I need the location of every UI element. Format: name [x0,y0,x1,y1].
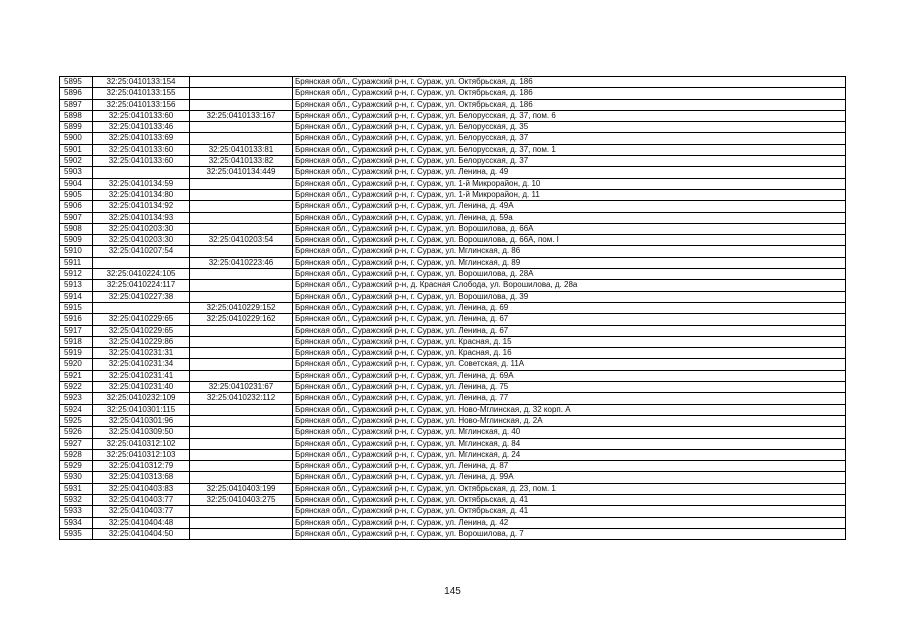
row-number-cell: 5923 [60,393,93,404]
table-row [60,528,846,539]
row-number-cell: 5906 [60,201,93,212]
address-cell: Брянская обл., Суражский р-н, г. Сураж, ул. Ленина, д. 69 [293,302,846,313]
row-number-cell: 5907 [60,212,93,223]
cadastral-number-cell: 32:25:0410312:102 [93,438,190,449]
related-cadastral-number-cell: 32:25:0410133:82 [190,156,293,167]
table-row [60,370,846,381]
row-number-cell: 5915 [60,302,93,313]
address-cell: Брянская обл., Суражский р-н, г. Сураж, ул. Ворошилова, д. 66А, пом. I [293,235,846,246]
row-number-cell: 5917 [60,325,93,336]
address-cell: Брянская обл., Суражский р-н, г. Сураж, ул. Белорусская, д. 37 [293,156,846,167]
related-cadastral-number-cell [190,201,293,212]
table-row [60,201,846,212]
row-number-cell: 5924 [60,404,93,415]
cadastral-number-cell: 32:25:0410133:60 [93,110,190,121]
address-cell: Брянская обл., Суражский р-н, г. Сураж, ул. Октябрьская, д. 41 [293,494,846,505]
row-number-cell: 5928 [60,449,93,460]
table-row [60,302,846,313]
table-row [60,483,846,494]
cadastral-number-cell [93,257,190,268]
related-cadastral-number-cell [190,517,293,528]
related-cadastral-number-cell: 32:25:0410133:167 [190,110,293,121]
table-row [60,325,846,336]
cadastral-number-cell: 32:25:0410134:80 [93,189,190,200]
address-cell: Брянская обл., Суражский р-н, г. Сураж, ул. Красная, д. 15 [293,336,846,347]
row-number-cell: 5925 [60,415,93,426]
related-cadastral-number-cell [190,461,293,472]
related-cadastral-number-cell [190,291,293,302]
address-cell: Брянская обл., Суражский р-н, г. Сураж, ул. Красная, д. 16 [293,348,846,359]
related-cadastral-number-cell [190,359,293,370]
row-number-cell: 5895 [60,77,93,88]
table-row [60,235,846,246]
row-number-cell: 5930 [60,472,93,483]
related-cadastral-number-cell: 32:25:0410231:67 [190,382,293,393]
table-row [60,212,846,223]
address-cell: Брянская обл., Суражский р-н, г. Сураж, ул. Мглинская, д. 86 [293,246,846,257]
cadastral-number-cell: 32:25:0410224:117 [93,280,190,291]
related-cadastral-number-cell [190,280,293,291]
cadastral-number-cell: 32:25:0410134:59 [93,178,190,189]
cadastral-number-cell: 32:25:0410403:77 [93,494,190,505]
row-number-cell: 5904 [60,178,93,189]
address-cell: Брянская обл., Суражский р-н, г. Сураж, ул. 1-й Микрорайон, д. 11 [293,189,846,200]
cadastral-number-cell: 32:25:0410207:54 [93,246,190,257]
cadastral-number-cell [93,167,190,178]
row-number-cell: 5913 [60,280,93,291]
address-cell: Брянская обл., Суражский р-н, г. Сураж, ул. Советская, д. 11А [293,359,846,370]
address-cell: Брянская обл., Суражский р-н, г. Сураж, ул. Ленина, д. 49А [293,201,846,212]
cadastral-number-cell: 32:25:0410309:50 [93,427,190,438]
related-cadastral-number-cell [190,178,293,189]
cadastral-number-cell: 32:25:0410133:60 [93,144,190,155]
table-row [60,348,846,359]
related-cadastral-number-cell [190,370,293,381]
row-number-cell: 5929 [60,461,93,472]
row-number-cell: 5909 [60,235,93,246]
cadastral-number-cell: 32:25:0410133:155 [93,88,190,99]
related-cadastral-number-cell [190,122,293,133]
cadastral-table [59,76,846,540]
address-cell: Брянская обл., Суражский р-н, г. Сураж, ул. Ленина, д. 77 [293,393,846,404]
address-cell: Брянская обл., Суражский р-н, г. Сураж, ул. 1-й Микрорайон, д. 10 [293,178,846,189]
cadastral-number-cell: 32:25:0410403:77 [93,506,190,517]
table-row [60,144,846,155]
cadastral-number-cell: 32:25:0410229:65 [93,325,190,336]
related-cadastral-number-cell: 32:25:0410403:275 [190,494,293,505]
row-number-cell: 5918 [60,336,93,347]
related-cadastral-number-cell [190,223,293,234]
cadastral-number-cell: 32:25:0410312:79 [93,461,190,472]
table-row [60,110,846,121]
row-number-cell: 5916 [60,314,93,325]
row-number-cell: 5932 [60,494,93,505]
row-number-cell: 5898 [60,110,93,121]
row-number-cell: 5903 [60,167,93,178]
cadastral-number-cell: 32:25:0410133:69 [93,133,190,144]
page-number: 145 [444,586,461,597]
address-cell: Брянская обл., Суражский р-н, г. Сураж, ул. Октябрьская, д. 186 [293,99,846,110]
cadastral-number-cell: 32:25:0410133:154 [93,77,190,88]
related-cadastral-number-cell: 32:25:0410232:112 [190,393,293,404]
table-row [60,314,846,325]
table-row [60,472,846,483]
row-number-cell: 5920 [60,359,93,370]
row-number-cell: 5919 [60,348,93,359]
address-cell: Брянская обл., Суражский р-н, г. Сураж, ул. Белорусская, д. 37, пом. 6 [293,110,846,121]
related-cadastral-number-cell: 32:25:0410229:162 [190,314,293,325]
table-row [60,156,846,167]
row-number-cell: 5899 [60,122,93,133]
related-cadastral-number-cell [190,325,293,336]
cadastral-number-cell: 32:25:0410313:68 [93,472,190,483]
row-number-cell: 5922 [60,382,93,393]
related-cadastral-number-cell: 32:25:0410229:152 [190,302,293,313]
related-cadastral-number-cell [190,269,293,280]
row-number-cell: 5912 [60,269,93,280]
table-row [60,280,846,291]
cadastral-number-cell: 32:25:0410227:38 [93,291,190,302]
related-cadastral-number-cell [190,506,293,517]
address-cell: Брянская обл., Суражский р-н, г. Сураж, ул. Ленина, д. 67 [293,325,846,336]
address-cell: Брянская обл., Суражский р-н, г. Сураж, ул. Ворошилова, д. 39 [293,291,846,302]
address-cell: Брянская обл., Суражский р-н, г. Сураж, ул. Октябрьская, д. 186 [293,88,846,99]
related-cadastral-number-cell [190,77,293,88]
row-number-cell: 5931 [60,483,93,494]
address-cell: Брянская обл., Суражский р-н, д. Красная Слобода, ул. Ворошилова, д. 28а [293,280,846,291]
row-number-cell: 5897 [60,99,93,110]
row-number-cell: 5927 [60,438,93,449]
cadastral-number-cell: 32:25:0410231:34 [93,359,190,370]
address-cell: Брянская обл., Суражский р-н, г. Сураж, ул. Ленина, д. 99А [293,472,846,483]
related-cadastral-number-cell [190,415,293,426]
table-row [60,382,846,393]
table-row [60,438,846,449]
address-cell: Брянская обл., Суражский р-н, г. Сураж, ул. Ленина, д. 69А [293,370,846,381]
address-cell: Брянская обл., Суражский р-н, г. Сураж, ул. Ленина, д. 59а [293,212,846,223]
row-number-cell: 5908 [60,223,93,234]
row-number-cell: 5933 [60,506,93,517]
table-row [60,494,846,505]
address-cell: Брянская обл., Суражский р-н, г. Сураж, ул. Мглинская, д. 89 [293,257,846,268]
table-row [60,178,846,189]
row-number-cell: 5902 [60,156,93,167]
table-row [60,99,846,110]
row-number-cell: 5935 [60,528,93,539]
address-cell: Брянская обл., Суражский р-н, г. Сураж, ул. Мглинская, д. 40 [293,427,846,438]
related-cadastral-number-cell: 32:25:0410133:81 [190,144,293,155]
row-number-cell: 5900 [60,133,93,144]
address-cell: Брянская обл., Суражский р-н, г. Сураж, ул. Ворошилова, д. 66А [293,223,846,234]
related-cadastral-number-cell [190,212,293,223]
related-cadastral-number-cell [190,472,293,483]
address-cell: Брянская обл., Суражский р-н, г. Сураж, ул. Октябрьская, д. 23, пом. 1 [293,483,846,494]
table-row [60,415,846,426]
address-cell: Брянская обл., Суражский р-н, г. Сураж, ул. Ленина, д. 49 [293,167,846,178]
row-number-cell: 5905 [60,189,93,200]
related-cadastral-number-cell [190,189,293,200]
address-cell: Брянская обл., Суражский р-н, г. Сураж, ул. Ленина, д. 87 [293,461,846,472]
table-row [60,133,846,144]
row-number-cell: 5921 [60,370,93,381]
cadastral-number-cell: 32:25:0410231:41 [93,370,190,381]
cadastral-number-cell: 32:25:0410301:115 [93,404,190,415]
address-cell: Брянская обл., Суражский р-н, г. Сураж, ул. Ворошилова, д. 7 [293,528,846,539]
cadastral-number-cell: 32:25:0410203:30 [93,223,190,234]
cadastral-number-cell: 32:25:0410301:96 [93,415,190,426]
address-cell: Брянская обл., Суражский р-н, г. Сураж, ул. Ворошилова, д. 28А [293,269,846,280]
address-cell: Брянская обл., Суражский р-н, г. Сураж, ул. Ново-Мглинская, д. 32 корп. А [293,404,846,415]
table-row [60,189,846,200]
related-cadastral-number-cell [190,427,293,438]
address-cell: Брянская обл., Суражский р-н, г. Сураж, ул. Ново-Мглинская, д. 2А [293,415,846,426]
row-number-cell: 5926 [60,427,93,438]
row-number-cell: 5910 [60,246,93,257]
cadastral-number-cell: 32:25:0410229:86 [93,336,190,347]
related-cadastral-number-cell [190,336,293,347]
table-row [60,167,846,178]
cadastral-number-cell: 32:25:0410404:50 [93,528,190,539]
cadastral-number-cell: 32:25:0410404:48 [93,517,190,528]
table-row [60,77,846,88]
table-body [60,77,846,540]
address-cell: Брянская обл., Суражский р-н, г. Сураж, ул. Белорусская, д. 35 [293,122,846,133]
address-cell: Брянская обл., Суражский р-н, г. Сураж, ул. Мглинская, д. 24 [293,449,846,460]
table-row [60,404,846,415]
table-row [60,517,846,528]
row-number-cell: 5901 [60,144,93,155]
address-cell: Брянская обл., Суражский р-н, г. Сураж, ул. Октябрьская, д. 186 [293,77,846,88]
address-cell: Брянская обл., Суражский р-н, г. Сураж, ул. Ленина, д. 42 [293,517,846,528]
address-cell: Брянская обл., Суражский р-н, г. Сураж, ул. Ленина, д. 67 [293,314,846,325]
table-row [60,257,846,268]
related-cadastral-number-cell [190,404,293,415]
cadastral-number-cell: 32:25:0410232:109 [93,393,190,404]
cadastral-number-cell: 32:25:0410133:60 [93,156,190,167]
table-row [60,359,846,370]
address-cell: Брянская обл., Суражский р-н, г. Сураж, ул. Мглинская, д. 84 [293,438,846,449]
table-row [60,336,846,347]
cadastral-number-cell: 32:25:0410231:31 [93,348,190,359]
related-cadastral-number-cell [190,348,293,359]
table-row [60,506,846,517]
table-row [60,291,846,302]
related-cadastral-number-cell [190,438,293,449]
cadastral-number-cell: 32:25:0410224:105 [93,269,190,280]
table-row [60,393,846,404]
address-cell: Брянская обл., Суражский р-н, г. Сураж, ул. Белорусская, д. 37, пом. 1 [293,144,846,155]
related-cadastral-number-cell [190,246,293,257]
address-cell: Брянская обл., Суражский р-н, г. Сураж, ул. Белорусская, д. 37 [293,133,846,144]
cadastral-number-cell: 32:25:0410134:93 [93,212,190,223]
table-row [60,246,846,257]
cadastral-number-cell: 32:25:0410133:156 [93,99,190,110]
table-row [60,461,846,472]
related-cadastral-number-cell [190,449,293,460]
row-number-cell: 5911 [60,257,93,268]
related-cadastral-number-cell [190,99,293,110]
table-row [60,122,846,133]
related-cadastral-number-cell [190,528,293,539]
address-cell: Брянская обл., Суражский р-н, г. Сураж, ул. Ленина, д. 75 [293,382,846,393]
table-row [60,449,846,460]
row-number-cell: 5896 [60,88,93,99]
related-cadastral-number-cell: 32:25:0410223:46 [190,257,293,268]
table-row [60,427,846,438]
cadastral-number-cell: 32:25:0410229:65 [93,314,190,325]
cadastral-number-cell: 32:25:0410312:103 [93,449,190,460]
cadastral-number-cell: 32:25:0410231:40 [93,382,190,393]
cadastral-number-cell [93,302,190,313]
cadastral-number-cell: 32:25:0410134:92 [93,201,190,212]
cadastral-number-cell: 32:25:0410203:30 [93,235,190,246]
cadastral-number-cell: 32:25:0410403:83 [93,483,190,494]
table-row [60,223,846,234]
related-cadastral-number-cell [190,88,293,99]
table-row [60,269,846,280]
row-number-cell: 5934 [60,517,93,528]
related-cadastral-number-cell: 32:25:0410203:54 [190,235,293,246]
related-cadastral-number-cell: 32:25:0410403:199 [190,483,293,494]
address-cell: Брянская обл., Суражский р-н, г. Сураж, ул. Октябрьская, д. 41 [293,506,846,517]
related-cadastral-number-cell [190,133,293,144]
row-number-cell: 5914 [60,291,93,302]
related-cadastral-number-cell: 32:25:0410134:449 [190,167,293,178]
table-row [60,88,846,99]
cadastral-number-cell: 32:25:0410133:46 [93,122,190,133]
